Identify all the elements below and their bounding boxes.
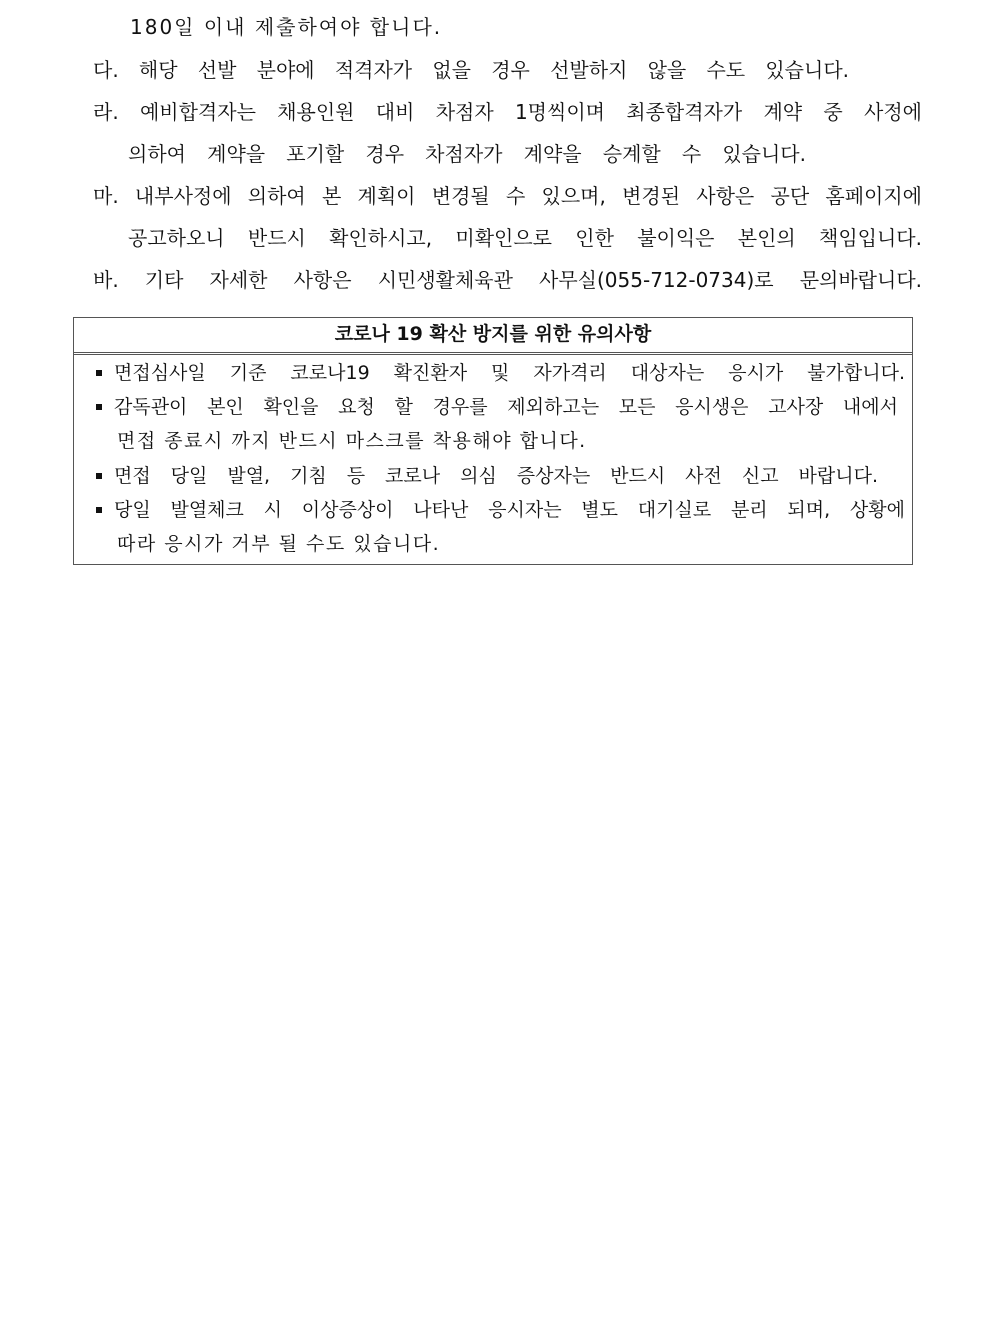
notice-item-4-line1: 당일 발열체크 시 이상증상이 나타난 응시자는 별도 대기실로 분리 되며, 상황에	[114, 499, 905, 521]
bullet-square-icon	[96, 370, 102, 376]
bullet-square-icon	[96, 473, 102, 479]
notice-item-3: 면접 당일 발열, 기침 등 코로나 의심 증상자는 반드시 사전 신고 바랍니다.	[114, 465, 878, 487]
notice-title: 코로나 19 확산 방지를 위한 유의사항	[74, 318, 912, 355]
bullet-square-icon	[96, 404, 102, 410]
notice-item-1: 면접심사일 기준 코로나19 확진환자 및 자가격리 대상자는 응시가 불가합니다.	[114, 362, 905, 384]
paragraph-ma-line2: 공고하오니 반드시 확인하시고, 미확인으로 인한 불이익은 본인의 책임입니다.	[128, 226, 922, 250]
paragraph-ra-line2: 의하여 계약을 포기할 경우 차점자가 계약을 승계할 수 있습니다.	[128, 142, 806, 166]
paragraph-ma-line1: 마. 내부사정에 의하여 본 계획이 변경될 수 있으며, 변경된 사항은 공단 홈페이지에	[93, 184, 922, 208]
paragraph-da: 다. 해당 선발 분야에 적격자가 없을 경우 선발하지 않을 수도 있습니다.	[93, 58, 849, 82]
bullet-square-icon	[96, 507, 102, 513]
notice-item-4-line2: 따라 응시가 거부 될 수도 있습니다.	[117, 533, 441, 555]
paragraph-ra-line1: 라. 예비합격자는 채용인원 대비 차점자 1명씩이며 최종합격자가 계약 중 사정에	[93, 100, 922, 124]
notice-item-2-line2: 면접 종료시 까지 반드시 마스크를 착용해야 합니다.	[117, 430, 587, 452]
paragraph-continuation-line: 180일 이내 제출하여야 합니다.	[130, 15, 443, 39]
notice-item-2-line1: 감독관이 본인 확인을 요청 할 경우를 제외하고는 모든 응시생은 고사장 내에서	[114, 396, 898, 418]
paragraph-ba: 바. 기타 자세한 사항은 시민생활체육관 사무실(055-712-0734)로 문의바랍니다.	[93, 268, 922, 292]
covid-notice-box	[73, 317, 913, 565]
